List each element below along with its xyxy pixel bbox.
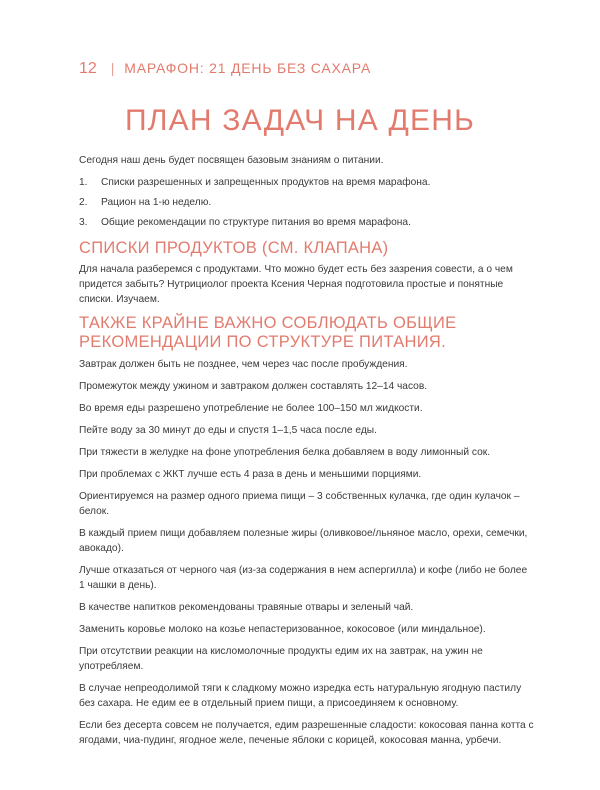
recommendation-paragraph: При отсутствии реакции на кисломолочные продукты едим их на завтрак, на ужин не употребляем. bbox=[79, 646, 483, 672]
recommendation-paragraph: Промежуток между ужином и завтраком должен составлять 12–14 часов. bbox=[79, 381, 428, 392]
recommendation-paragraph: Завтрак должен быть не позднее, чем через час после пробуждения. bbox=[79, 359, 408, 370]
task-list bbox=[79, 175, 535, 230]
recommendation-paragraph: При проблемах с ЖКТ лучше есть 4 раза в день и меньшими порциями. bbox=[79, 469, 422, 480]
list-item-text: Рацион на 1-ю неделю. bbox=[101, 197, 212, 208]
list-item-number: 2. bbox=[79, 197, 88, 208]
recommendation-paragraph: Заменить коровье молоко на козье непастеризованное, кокосовое (или миндальное). bbox=[79, 624, 486, 635]
list-item bbox=[79, 195, 535, 210]
recommendation-paragraph: Пейте воду за 30 минут до еды и спустя 1–1,5 часа после еды. bbox=[79, 425, 377, 436]
recommendation-paragraph: При тяжести в желудке на фоне употребления белка добавляем в воду лимонный сок. bbox=[79, 447, 491, 458]
list-item-text: Общие рекомендации по структуре питания во время марафона. bbox=[101, 217, 411, 228]
running-title: МАРАФОН: 21 ДЕНЬ БЕЗ САХАРА bbox=[124, 60, 372, 76]
list-item-text: Списки разрешенных и запрещенных продуктов на время марафона. bbox=[101, 177, 431, 188]
page-content bbox=[79, 153, 535, 755]
page-title: ПЛАН ЗАДАЧ НА ДЕНЬ bbox=[125, 104, 475, 137]
header-separator: | bbox=[110, 60, 116, 76]
section-heading-recommendations: ТАКЖЕ КРАЙНЕ ВАЖНО СОБЛЮДАТЬ ОБЩИЕ РЕКОМЕНДАЦИИ ПО СТРУКТУРЕ ПИТАНИЯ. bbox=[79, 314, 457, 351]
recommendation-paragraph: В случае непреодолимой тяги к сладкому можно изредка есть натуральную ягодную пастилу без сахара. Не едим ее в отдельный прием пищи, а присоединяем к основному. bbox=[79, 683, 522, 709]
list-item-number: 3. bbox=[79, 217, 88, 228]
section-heading-products: СПИСКИ ПРОДУКТОВ (СМ. КЛАПАНА) bbox=[79, 239, 389, 257]
recommendation-paragraph: Если без десерта совсем не получается, едим разрешенные сладости: кокосовая панна котта с ягодами, чиа-пудинг, ягодное желе, печеные яблоки с корицей, кокосовая манна, урбечи. bbox=[79, 720, 534, 746]
list-item bbox=[79, 215, 535, 230]
running-header bbox=[79, 60, 371, 78]
products-paragraph: Для начала разберемся с продуктами. Что можно будет есть без зазрения совести, а о чем придется забыть? Нутрициолог проекта Ксения Черная подготовила простые и понятные списки. Изучаем. bbox=[79, 264, 513, 305]
intro-paragraph: Сегодня наш день будет посвящен базовым знаниям о питании. bbox=[79, 155, 384, 166]
list-item bbox=[79, 175, 535, 190]
recommendation-paragraph: В каждый прием пищи добавляем полезные жиры (оливковое/льняное масло, орехи, семечки, авокадо). bbox=[79, 528, 528, 554]
recommendation-paragraph: В качестве напитков рекомендованы травяные отвары и зеленый чай. bbox=[79, 602, 414, 613]
recommendation-paragraph: Лучше отказаться от черного чая (из-за содержания в нем аспергилла) и кофе (либо не более 1 чашки в день). bbox=[79, 565, 528, 591]
list-item-number: 1. bbox=[79, 177, 88, 188]
recommendation-paragraph: Ориентируемся на размер одного приема пищи – 3 собственных кулачка, где один кулачок – белок. bbox=[79, 491, 520, 517]
recommendation-paragraph: Во время еды разрешено употребление не более 100–150 мл жидкости. bbox=[79, 403, 423, 414]
page-number: 12 bbox=[79, 60, 97, 77]
recommendations-list bbox=[79, 357, 535, 748]
